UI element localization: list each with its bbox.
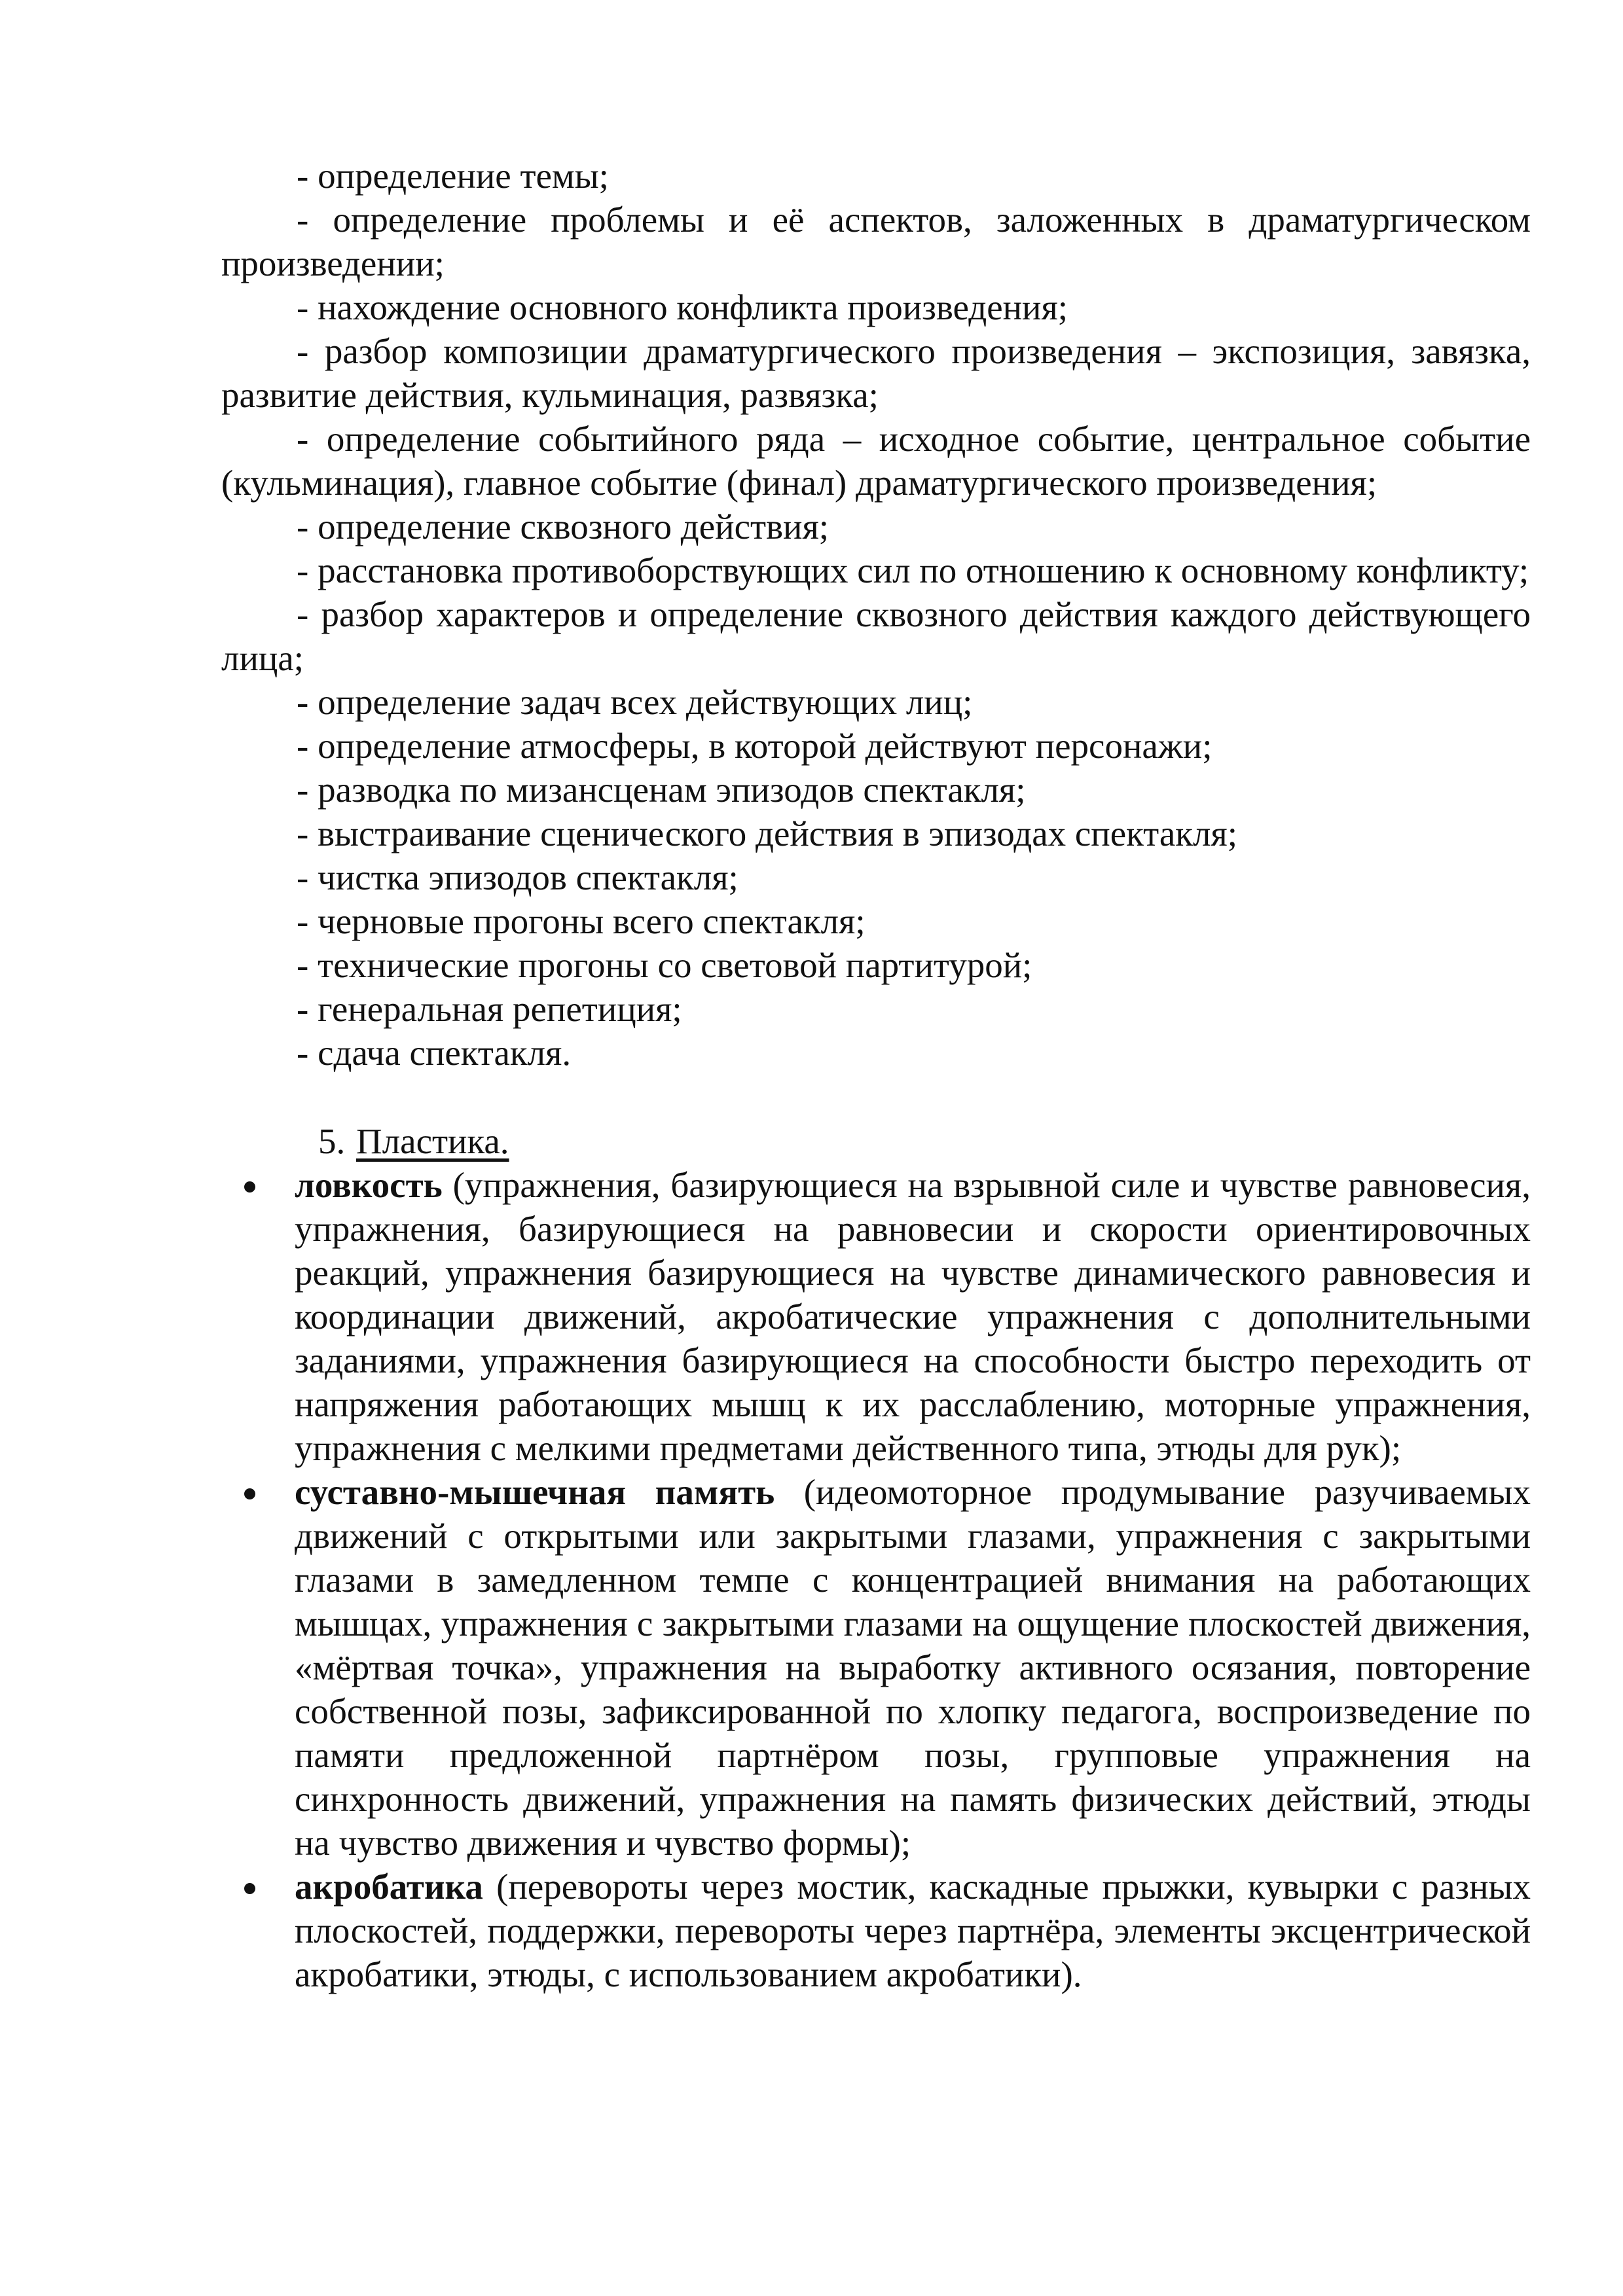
document-body	[221, 154, 1531, 1996]
list-item: - определение сквозного действия;	[297, 507, 830, 547]
bullet-item	[221, 1470, 1531, 1865]
list-item: - определение проблемы и её аспектов, заложенных в драматургическом произведении;	[221, 200, 1531, 283]
bullet-text: (идеомоторное продумывание разучиваемых движений с открытыми или закрытыми глазами, упражнения с закрытыми глазами в замедленном темпе с концентрацией внимания на работающих мышцах, упражнения с закрытыми глазами на ощущение плоскостей движения, «мёртвая точка», упражнения на выработку активного осязания, повторение собственной позы, зафиксированной по хлопку педагога, воспроизведение по памяти предложенной партнёром позы, групповые упражнения на синхронность движений, упражнения на память физических действий, этюды на чувство движения и чувство формы);	[295, 1472, 1531, 1863]
list-item: - определение темы;	[297, 156, 609, 196]
list-item: - определение событийного ряда – исходное событие, центральное событие (кульминация), главное событие (финал) драматургического произведения;	[221, 419, 1531, 503]
bullet-text: (перевороты через мостик, каскадные прыжки, кувырки с разных плоскостей, поддержки, перевороты через партнёра, элементы эксцентрической акробатики, этюды, с использованием акробатики).	[295, 1867, 1531, 1994]
list-item: - нахождение основного конфликта произведения;	[297, 287, 1068, 327]
bullet-dot-icon	[244, 1488, 255, 1499]
bullet-term: ловкость	[295, 1165, 443, 1205]
list-item: - чистка эпизодов спектакля;	[297, 857, 739, 897]
bullet-term: суставно-мышечная память	[295, 1472, 775, 1512]
list-item: - разбор характеров и определение сквозного действия каждого действующего лица;	[221, 594, 1531, 678]
list-item: - разбор композиции драматургического произведения – экспозиция, завязка, развитие действия, кульминация, развязка;	[221, 331, 1531, 415]
bullet-item	[221, 1163, 1531, 1470]
list-item: - разводка по мизансценам эпизодов спектакля;	[297, 770, 1026, 810]
list-item: - определение задач всех действующих лиц;	[297, 682, 973, 722]
bullet-dot-icon	[244, 1181, 255, 1193]
section-number: 5.	[318, 1121, 346, 1161]
list-item: - расстановка противоборствующих сил по отношению к основному конфликту;	[297, 550, 1529, 590]
bullet-dot-icon	[244, 1883, 255, 1894]
section-heading	[221, 1119, 1531, 1163]
list-item: - определение атмосферы, в которой действуют персонажи;	[297, 726, 1213, 766]
plastic-bullet-list	[221, 1163, 1531, 1996]
list-item: - технические прогоны со световой партитурой;	[297, 945, 1032, 985]
section-title: Пластика.	[356, 1121, 509, 1161]
list-item: - сдача спектакля.	[297, 1033, 572, 1073]
work-stages-list	[221, 154, 1531, 1075]
list-item: - черновые прогоны всего спектакля;	[297, 901, 866, 941]
bullet-text: (упражнения, базирующиеся на взрывной силе и чувстве равновесия, упражнения, базирующиеся на равновесии и скорости ориентировочных реакций, упражнения базирующиеся на чувстве динамического равновесия и координации движений, акробатические упражнения с дополнительными заданиями, упражнения базирующиеся на способности быстро переходить от напряжения работающих мышц к их расслаблению, моторные упражнения, упражнения с мелкими предметами действенного типа, этюды для рук);	[295, 1165, 1531, 1468]
bullet-term: акробатика	[295, 1867, 483, 1907]
bullet-item	[221, 1865, 1531, 1996]
list-item: - генеральная репетиция;	[297, 989, 682, 1029]
list-item: - выстраивание сценического действия в эпизодах спектакля;	[297, 814, 1237, 853]
